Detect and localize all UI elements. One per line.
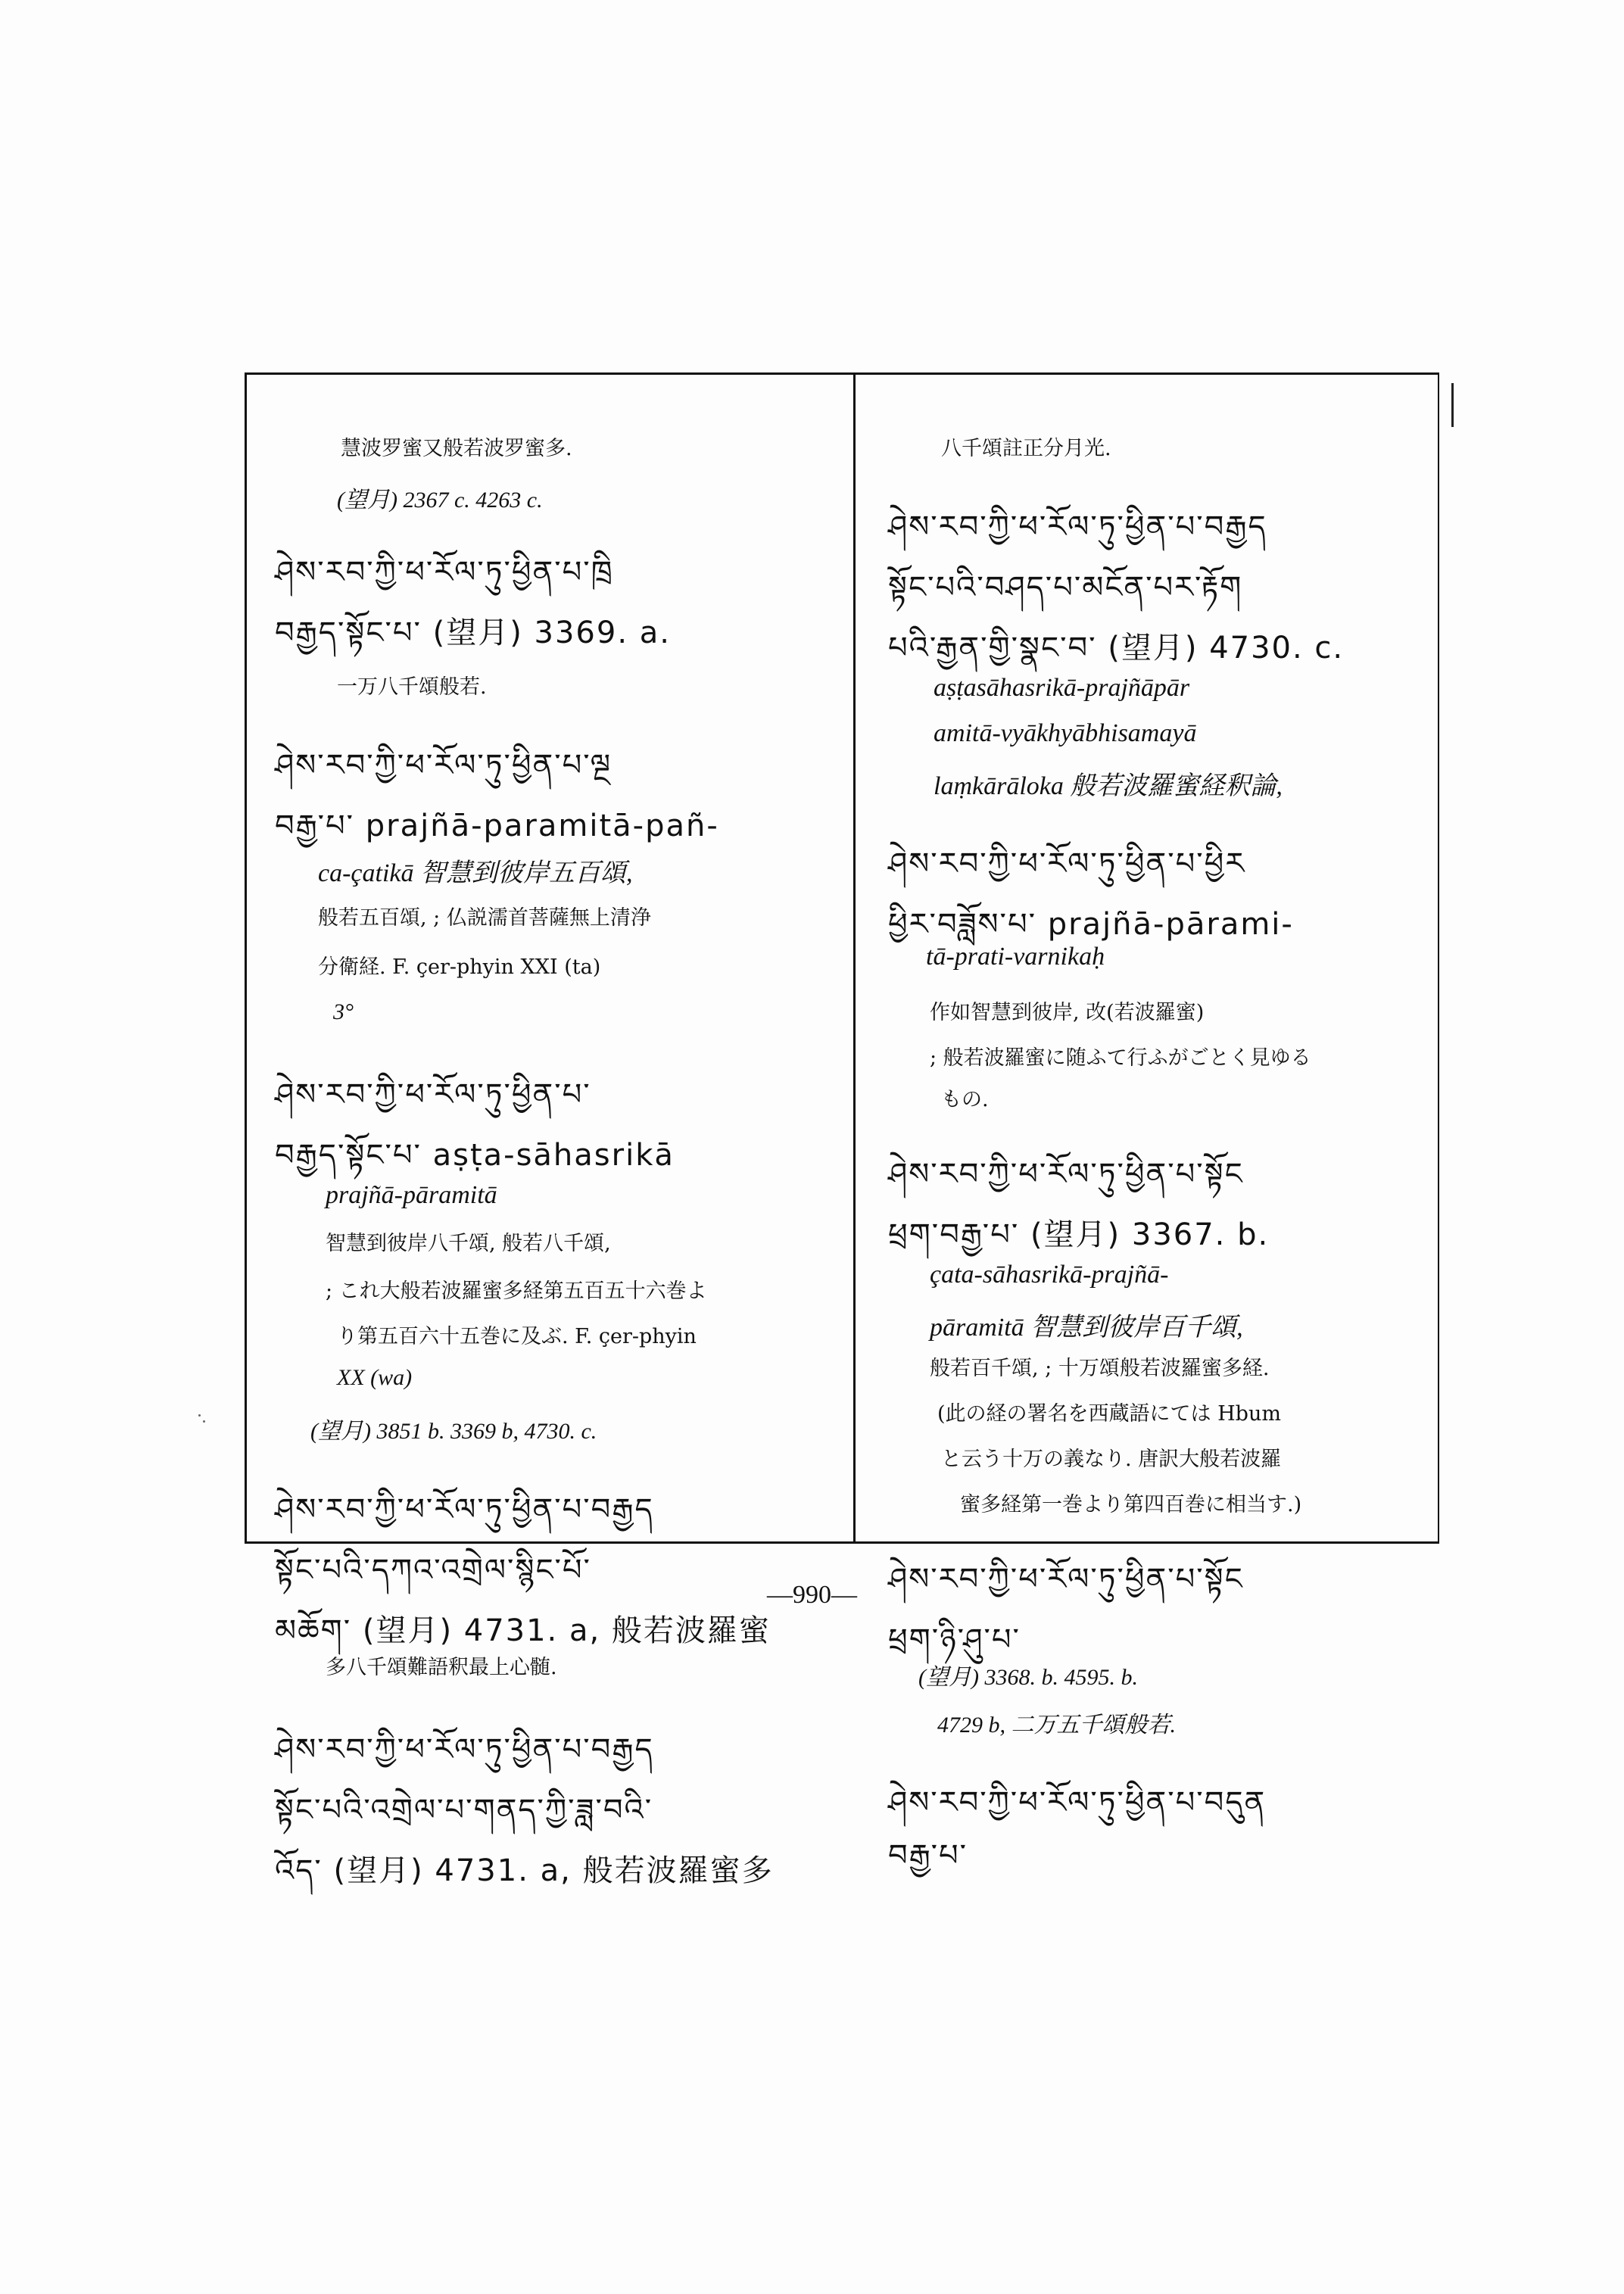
right-line: ཕྲག་ཉི་ཤུ་པ་ (888, 1622, 1021, 1657)
right-line: ; 般若波羅蜜に随ふて行ふがごとく見ゆる (930, 1046, 1311, 1070)
right-line: ཤེས་རབ་ཀྱི་ཕ་རོལ་ཏུ་ཕྱིན་པ་སྟོང (888, 1157, 1244, 1192)
left-line: ཤེས་རབ་ཀྱི་ཕ་རོལ་ཏུ་ཕྱིན་པ་ (275, 1077, 591, 1112)
left-line: འོད་ (望月) 4731. a, 般若波羅蜜多 (275, 1853, 774, 1888)
right-line: ཤེས་རབ་ཀྱི་ཕ་རོལ་ཏུ་ཕྱིན་པ་བརྒྱད (888, 510, 1267, 544)
left-line: སྟོང་པའི་དཀའ་འགྲེལ་སྙིང་པོ་ (275, 1553, 591, 1588)
right-line: 般若百千頌, ; 十万頌般若波羅蜜多経. (930, 1357, 1270, 1380)
right-line: པའི་རྒྱན་གྱི་སྣང་བ་ (望月) 4730. c. (888, 631, 1345, 665)
right-line: çata-sāhasrikā-prajñā- (930, 1261, 1169, 1289)
column-divider (853, 372, 856, 1544)
right-line: ཤེས་རབ་ཀྱི་ཕ་རོལ་ཏུ་ཕྱིན་པ་སྟོང (888, 1562, 1244, 1597)
left-line: ཤེས་རབ་ཀྱི་ཕ་རོལ་ཏུ་ཕྱིན་པ་བརྒྱད (275, 1732, 654, 1767)
right-line: laṃkārāloka 般若波羅蜜経釈論, (934, 772, 1283, 800)
right-line: ཕྲག་བརྒྱ་པ་ (望月) 3367. b. (888, 1217, 1270, 1252)
scan-speck (198, 1414, 201, 1417)
left-line: (望月) 3851 b. 3369 b, 4730. c. (310, 1419, 597, 1444)
right-line: tā-prati-varnikaḥ (926, 943, 1105, 971)
left-line: ; これ大般若波羅蜜多経第五百五十六巻よ (326, 1279, 707, 1303)
right-line: ཕྱིར་བཟློས་པ་ prajñā-pārami- (888, 907, 1294, 942)
right-line: 4729 b, 二万五千頌般若. (937, 1713, 1176, 1738)
left-line: 般若五百頌, ; 仏説濡首菩薩無上清浄 (318, 906, 651, 930)
left-line: མཆོག་ (望月) 4731. a, 般若波羅蜜 (275, 1613, 771, 1648)
right-line: もの. (941, 1088, 989, 1111)
left-line: བརྒྱ་པ་ prajñā-paramitā-pañ- (275, 809, 719, 843)
left-line: ca-çatikā 智慧到彼岸五百頌, (318, 859, 633, 887)
left-line: སྟོང་པའི་འགྲེལ་པ་གནད་ཀྱི་ཟླ་བའི་ (275, 1793, 653, 1828)
left-line: 一万八千頌般若. (337, 675, 487, 699)
right-line: སྟོང་པའི་བཤད་པ་མངོན་པར་རྟོག (888, 570, 1243, 605)
page-number: —990— (767, 1581, 857, 1609)
right-line: ཤེས་རབ་ཀྱི་ཕ་རོལ་ཏུ་ཕྱིན་པ་བདུན (888, 1785, 1267, 1820)
margin-mark (1451, 383, 1454, 427)
left-line: prajñā-pāramitā (326, 1181, 497, 1209)
left-line: 智慧到彼岸八千頌, 般若八千頌, (326, 1232, 611, 1255)
right-line: と云う十万の義なり. 唐訳大般若波羅 (941, 1448, 1282, 1471)
left-line: 3° (333, 999, 354, 1024)
left-line: XX (wa) (337, 1365, 413, 1390)
left-line: ཤེས་རབ་ཀྱི་ཕ་རོལ་ཏུ་ཕྱིན་པ་ཁྲི (275, 555, 614, 590)
right-line: ཤེས་རབ་ཀྱི་ཕ་རོལ་ཏུ་ཕྱིན་པ་ཕྱིར (888, 846, 1246, 881)
left-line: 多八千頌難語釈最上心髄. (326, 1656, 557, 1679)
right-line: pāramitā 智慧到彼岸百千頌, (930, 1314, 1243, 1342)
left-line: ཤེས་རབ་ཀྱི་ཕ་རོལ་ཏུ་ཕྱིན་པ་བརྒྱད (275, 1492, 654, 1527)
right-line: aṣṭasāhasrikā-prajñāpār (934, 674, 1190, 702)
right-line: (此の経の署名を西蔵語にては Hbum (937, 1402, 1281, 1426)
left-line: (望月) 2367 c. 4263 c. (337, 488, 543, 513)
left-line: 慧波罗蜜又般若波罗蜜多. (341, 437, 572, 460)
left-line: བརྒྱད་སྟོང་པ་ (望月) 3369. a. (275, 616, 671, 650)
left-line: ཤེས་རབ་ཀྱི་ཕ་རོལ་ཏུ་ཕྱིན་པ་ལྔ (275, 748, 613, 783)
right-line: 蜜多経第一巻より第四百巻に相当す.) (960, 1493, 1302, 1516)
left-line: བརྒྱད་སྟོང་པ་ aṣṭa-sāhasrikā (275, 1138, 675, 1173)
left-line: り第五百六十五巻に及ぶ. F. çer-phyin (337, 1325, 697, 1348)
right-line: 八千頌註正分月光. (941, 437, 1111, 460)
right-line: བརྒྱ་པ་ (888, 1838, 968, 1873)
scan-speck (203, 1420, 205, 1423)
right-line: amitā-vyākhyābhisamayā (934, 719, 1197, 747)
left-line: 分衛経. F. çer-phyin XXI (ta) (318, 955, 601, 979)
right-line: (望月) 3368. b. 4595. b. (918, 1665, 1138, 1690)
right-line: 作如智慧到彼岸, 改(若波羅蜜) (930, 1001, 1205, 1024)
